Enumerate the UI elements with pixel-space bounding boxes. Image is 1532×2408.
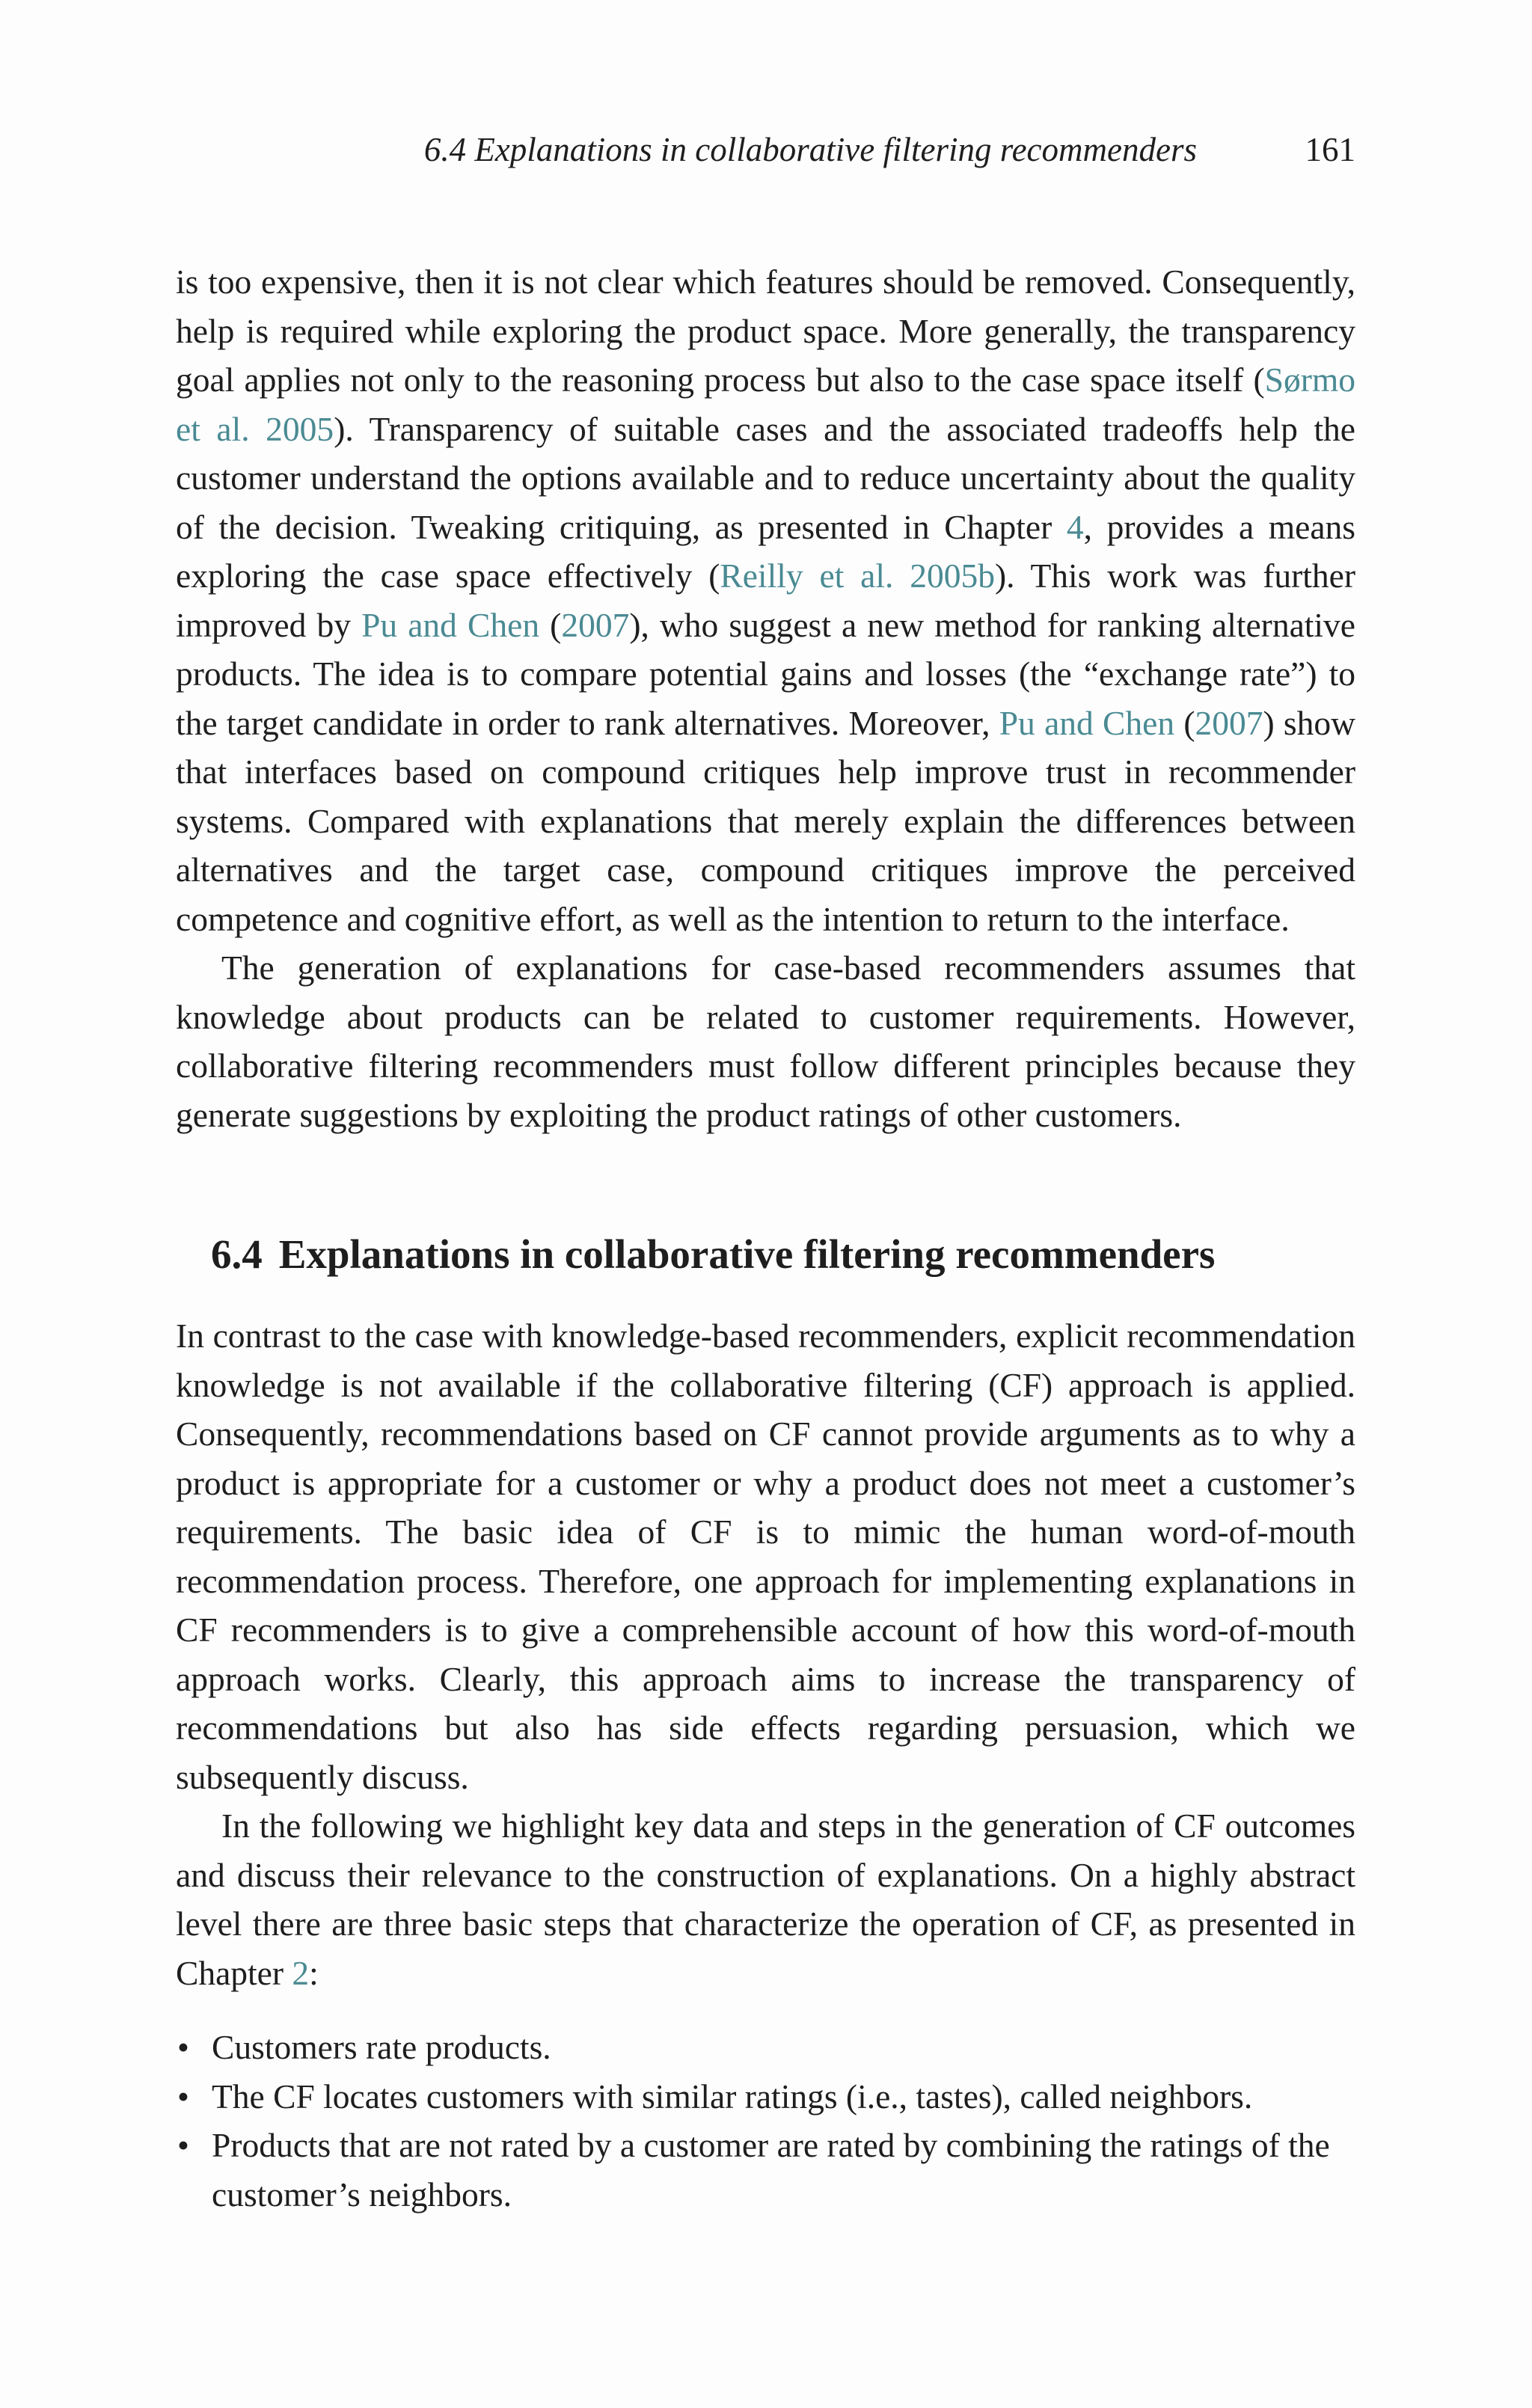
list-item bbox=[176, 2072, 1355, 2121]
paragraph-4-text-a: In the following we highlight key data and steps in the generation of CF outcomes and discuss their relevance to the construction of explanations. On a highly abstract level there are three basic steps that characterize the operation of CF, as presented in Chapter bbox=[176, 1807, 1355, 1992]
section-title: Explanations in collaborative filtering recommenders bbox=[278, 1231, 1216, 1277]
body-text bbox=[176, 257, 1355, 2219]
citation-reilly-2005b[interactable]: Reilly et al. 2005b bbox=[720, 557, 995, 595]
bullet-icon: • bbox=[177, 2028, 189, 2066]
chapter-2-link[interactable]: 2 bbox=[292, 1953, 310, 1992]
paragraph-1-text-h: ) show that interfaces based on compound critiques help improve trust in recommender systems. Compared with explanations that merely explain the differences between alternatives and the target case, compound critiques improve the perceived competence and cognitive effort, as well as the intention to return to the interface. bbox=[176, 703, 1356, 938]
page-number: 161 bbox=[1305, 131, 1355, 168]
paragraph-2: The generation of explanations for case-based recommenders assumes that knowledge about products can be related to customer requirements. However, collaborative filtering recommenders must follow different principles because they generate suggestions by exploiting the product ratings of other customers. bbox=[176, 949, 1355, 1134]
running-head-title: 6.4 Explanations in collaborative filtering recommenders bbox=[423, 131, 1197, 168]
paragraph-1-text-d: ). This work was further improved by bbox=[176, 557, 1356, 644]
list-item-text: Customers rate products. bbox=[212, 2028, 551, 2066]
list-item bbox=[176, 2121, 1355, 2219]
bullet-list bbox=[176, 2023, 1355, 2219]
bullet-icon: • bbox=[177, 2126, 189, 2164]
citation-pu-chen-authors-2[interactable]: Pu and Chen bbox=[999, 703, 1175, 742]
running-head bbox=[176, 126, 1355, 174]
citation-pu-chen-year-1[interactable]: 2007 bbox=[561, 605, 630, 644]
paragraph-1-text-a: is too expensive, then it is not clear which features should be removed. Consequently, help is required while exploring the product space. More generally, the transparency goal applies not only to the reasoning process but also to the case space itself ( bbox=[176, 263, 1355, 399]
citation-pu-chen-year-2[interactable]: 2007 bbox=[1195, 703, 1263, 742]
paragraph-4 bbox=[176, 1801, 1355, 1997]
paragraph-4-text-b: : bbox=[309, 1953, 319, 1992]
citation-pu-chen-authors-1[interactable]: Pu and Chen bbox=[361, 605, 540, 644]
paragraph-1-text-c: , provides a means exploring the case space effectively ( bbox=[176, 507, 1355, 595]
paragraph-1-text-g: ( bbox=[1174, 703, 1195, 742]
citation-sormo-2005[interactable]: Sørmo et al. 2005 bbox=[176, 361, 1355, 448]
bullet-icon: • bbox=[177, 2077, 189, 2116]
section-number: 6.4 bbox=[211, 1231, 263, 1277]
list-item-text: The CF locates customers with similar ratings (i.e., tastes), called neighbors. bbox=[212, 2077, 1253, 2116]
paragraph-1-text-e: ( bbox=[539, 605, 562, 644]
paragraph-1-text-f: ), who suggest a new method for ranking alternative products. The idea is to compare potential gains and losses (the “exchange rate”) to the target candidate in order to rank alternatives. Moreover, bbox=[176, 605, 1355, 742]
paragraph-3: In contrast to the case with knowledge-based recommenders, explicit recommendation knowledge is not available if the collaborative filtering (CF) approach is applied. Consequently, recommendations based on CF cannot provide arguments as to why a product is appropriate for a customer or why a product does not meet a customer’s requirements. The basic idea of CF is to mimic the human word-of-mouth recommendation process. Therefore, one approach for implementing explanations in CF recommenders is to give a comprehensible account of how this word-of-mouth approach works. Clearly, this approach aims to increase the transparency of recommendations but also has side effects regarding persuasion, which we subsequently discuss. bbox=[176, 1317, 1355, 1796]
paragraph-1-text-b: ). Transparency of suitable cases and the associated tradeoffs help the customer understand the options available and to reduce uncertainty about the quality of the decision. Tweaking critiquing, as presented in Chapter bbox=[176, 409, 1355, 546]
list-item bbox=[176, 2023, 1355, 2072]
section-heading bbox=[211, 1225, 1355, 1284]
paragraph-1 bbox=[176, 257, 1355, 943]
list-item-text: Products that are not rated by a customer are rated by combining the ratings of the customer’s neighbors. bbox=[212, 2126, 1330, 2214]
chapter-4-link[interactable]: 4 bbox=[1066, 507, 1084, 546]
